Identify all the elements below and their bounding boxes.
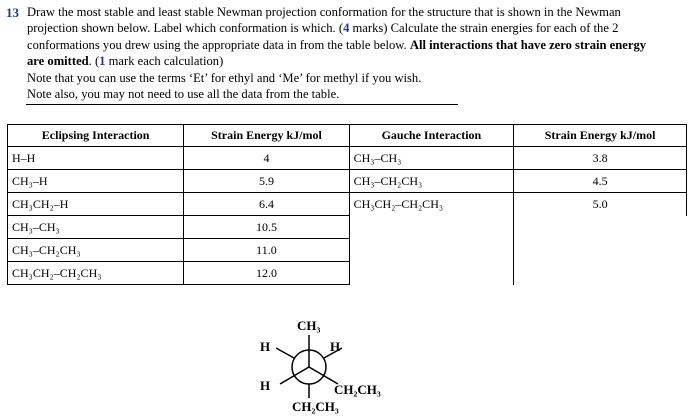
back-bond-upper-left	[276, 348, 294, 358]
gauche-energy-cell: 3.8	[514, 147, 687, 170]
notes	[27, 70, 421, 102]
newman-label-lower-left: H	[260, 378, 271, 393]
table-row	[8, 193, 687, 216]
eclipsing-cell: CH₃CH₂–CH₂CH₃	[8, 262, 184, 285]
eclipsing-energy-cell: 12.0	[184, 262, 349, 285]
eclipsing-energy-cell: 11.0	[184, 239, 349, 262]
question-line-2-b: marks) Calculate the strain energies for each of the 2	[349, 21, 619, 36]
marks-each: 1	[99, 54, 106, 69]
header-strain-gauche: Strain Energy kJ/mol	[514, 125, 687, 147]
empty-cell	[349, 239, 514, 262]
question-line-2-a: projection shown below. Label which conformation is which. (	[27, 21, 344, 36]
newman-label-lower-right: CH₂CH₃	[334, 382, 381, 397]
gauche-cell: CH₃–CH₂CH₃	[349, 170, 514, 193]
gauche-energy-cell: 4.5	[514, 170, 687, 193]
question-line-1: Draw the most stable and least stable Newman projection conformation for the structure that is shown in the Newman	[27, 5, 621, 19]
question-line-3-bold: All interactions that have zero strain energy	[409, 37, 647, 52]
question-line-4-a: . (	[88, 54, 100, 69]
gauche-energy-cell: 5.0	[514, 193, 687, 216]
note-1: Note that you can use the terms ‘Et’ for ethyl and ‘Me’ for methyl if you wish.	[27, 71, 422, 85]
newman-projection	[250, 318, 430, 418]
header-eclipsing: Eclipsing Interaction	[8, 125, 184, 147]
newman-label-top: CH₃	[297, 318, 321, 333]
table-row	[8, 170, 687, 193]
strain-energy-table	[7, 124, 687, 285]
gauche-cell: CH₃–CH₃	[349, 147, 514, 170]
note-2: Note also, you may not need to use all the data from the table.	[27, 87, 340, 101]
question-number: 13	[6, 5, 19, 20]
empty-cell	[514, 262, 687, 285]
empty-cell	[514, 216, 687, 239]
header-strain-eclipsing: Strain Energy kJ/mol	[184, 125, 349, 147]
eclipsing-cell: H–H	[8, 147, 184, 170]
newman-label-upper-right: H	[330, 339, 341, 354]
eclipsing-energy-cell: 4	[184, 147, 349, 170]
question-line-3	[27, 37, 683, 53]
empty-cell	[349, 262, 514, 285]
eclipsing-cell: CH₃CH₂–H	[8, 193, 184, 216]
marks-count: 4	[343, 21, 350, 36]
table-row	[8, 216, 687, 239]
empty-cell	[514, 239, 687, 262]
eclipsing-energy-cell: 10.5	[184, 216, 349, 239]
table-row	[8, 262, 687, 285]
question-line-2	[27, 20, 683, 36]
empty-cell	[349, 216, 514, 239]
eclipsing-cell: CH₃–H	[8, 170, 184, 193]
table-header-row	[8, 125, 687, 147]
question-line-4-bold: are omitted	[27, 54, 89, 69]
divider	[26, 104, 458, 105]
newman-label-upper-left: H	[260, 339, 271, 354]
front-bond-lower-left	[280, 367, 309, 384]
question-line-3-a: conformations you drew using the appropriate data in from the table below.	[27, 37, 410, 52]
table-row	[8, 239, 687, 262]
question-line-4	[27, 53, 683, 69]
gauche-cell: CH₃CH₂–CH₂CH₃	[349, 193, 514, 216]
eclipsing-energy-cell: 6.4	[184, 193, 349, 216]
header-gauche: Gauche Interaction	[349, 125, 514, 147]
table-row	[8, 147, 687, 170]
eclipsing-energy-cell: 5.9	[184, 170, 349, 193]
question-text	[27, 4, 683, 70]
newman-label-bottom: CH₂CH₃	[292, 399, 339, 414]
eclipsing-cell: CH₃–CH₂CH₃	[8, 239, 184, 262]
eclipsing-cell: CH₃–CH₃	[8, 216, 184, 239]
question-line-4-b: mark each calculation)	[105, 54, 224, 69]
